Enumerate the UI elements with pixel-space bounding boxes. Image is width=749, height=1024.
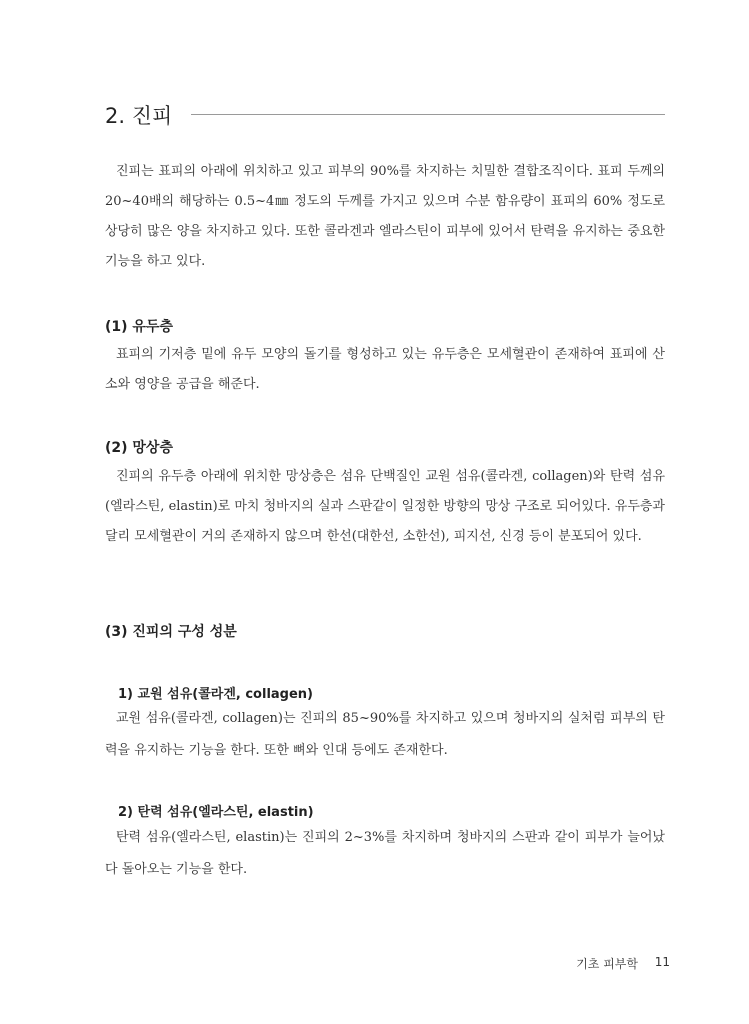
page-number: 11 [654, 955, 670, 969]
section-body-reticular-layer: 진피의 유두층 아래에 위치한 망상층은 섬유 단백질인 교원 섬유(콜라겐, collagen)와 탄력 섬유(엘라스틴, elastin)로 마치 청바지의 실과 스판같이 일정한 방향의 망상 구조로 되어있다. 유두층과 달리 모세혈관이 거의 존재하지 않으며 한선(대한선, 소한선), 피지선, 신경 등이 분포되어 있다. [105, 469, 665, 544]
section-body-papillary-layer: 표피의 기저층 밑에 유두 모양의 돌기를 형성하고 있는 유두층은 모세혈관이 존재하여 표피에 산소와 영양을 공급을 해준다. [105, 347, 665, 392]
subsection-body-elastin: 탄력 섬유(엘라스틴, elastin)는 진피의 2~3%를 차지하며 청바지의 스판과 같이 피부가 늘어났다 돌아오는 기능을 한다. [105, 830, 665, 877]
chapter-heading [105, 100, 665, 132]
chapter-divider [191, 114, 665, 115]
page-footer [560, 955, 670, 975]
section-heading-reticular-layer: (2) 망상층 [105, 440, 173, 456]
subsection-body-collagen: 교원 섬유(콜라겐, collagen)는 진피의 85~90%를 차지하고 있으며 청바지의 실처럼 피부의 탄력을 유지하는 기능을 한다. 또한 뼈와 인대 등에도 존재한다. [105, 711, 665, 758]
section-heading-papillary-layer: (1) 유두층 [105, 319, 173, 335]
subsection-heading-collagen: 1) 교원 섬유(콜라겐, collagen) [118, 687, 313, 702]
section-heading-dermis-components: (3) 진피의 구성 성분 [105, 624, 237, 640]
subsection-heading-elastin: 2) 탄력 섬유(엘라스틴, elastin) [118, 805, 314, 820]
intro-paragraph: 진피는 표피의 아래에 위치하고 있고 피부의 90%를 차지하는 치밀한 결합조직이다. 표피 두께의 20~40배의 해당하는 0.5~4㎜ 정도의 두께를 가지고 있으며 수분 함유량이 표피의 60% 정도로 상당히 많은 양을 차지하고 있다. 또한 콜라겐과 엘라스틴이 피부에 있어서 탄력을 유지하는 중요한 기능을 하고 있다. [105, 164, 665, 269]
footer-book-title: 기초 피부학 [576, 957, 638, 971]
chapter-title: 2. 진피 [105, 104, 173, 128]
